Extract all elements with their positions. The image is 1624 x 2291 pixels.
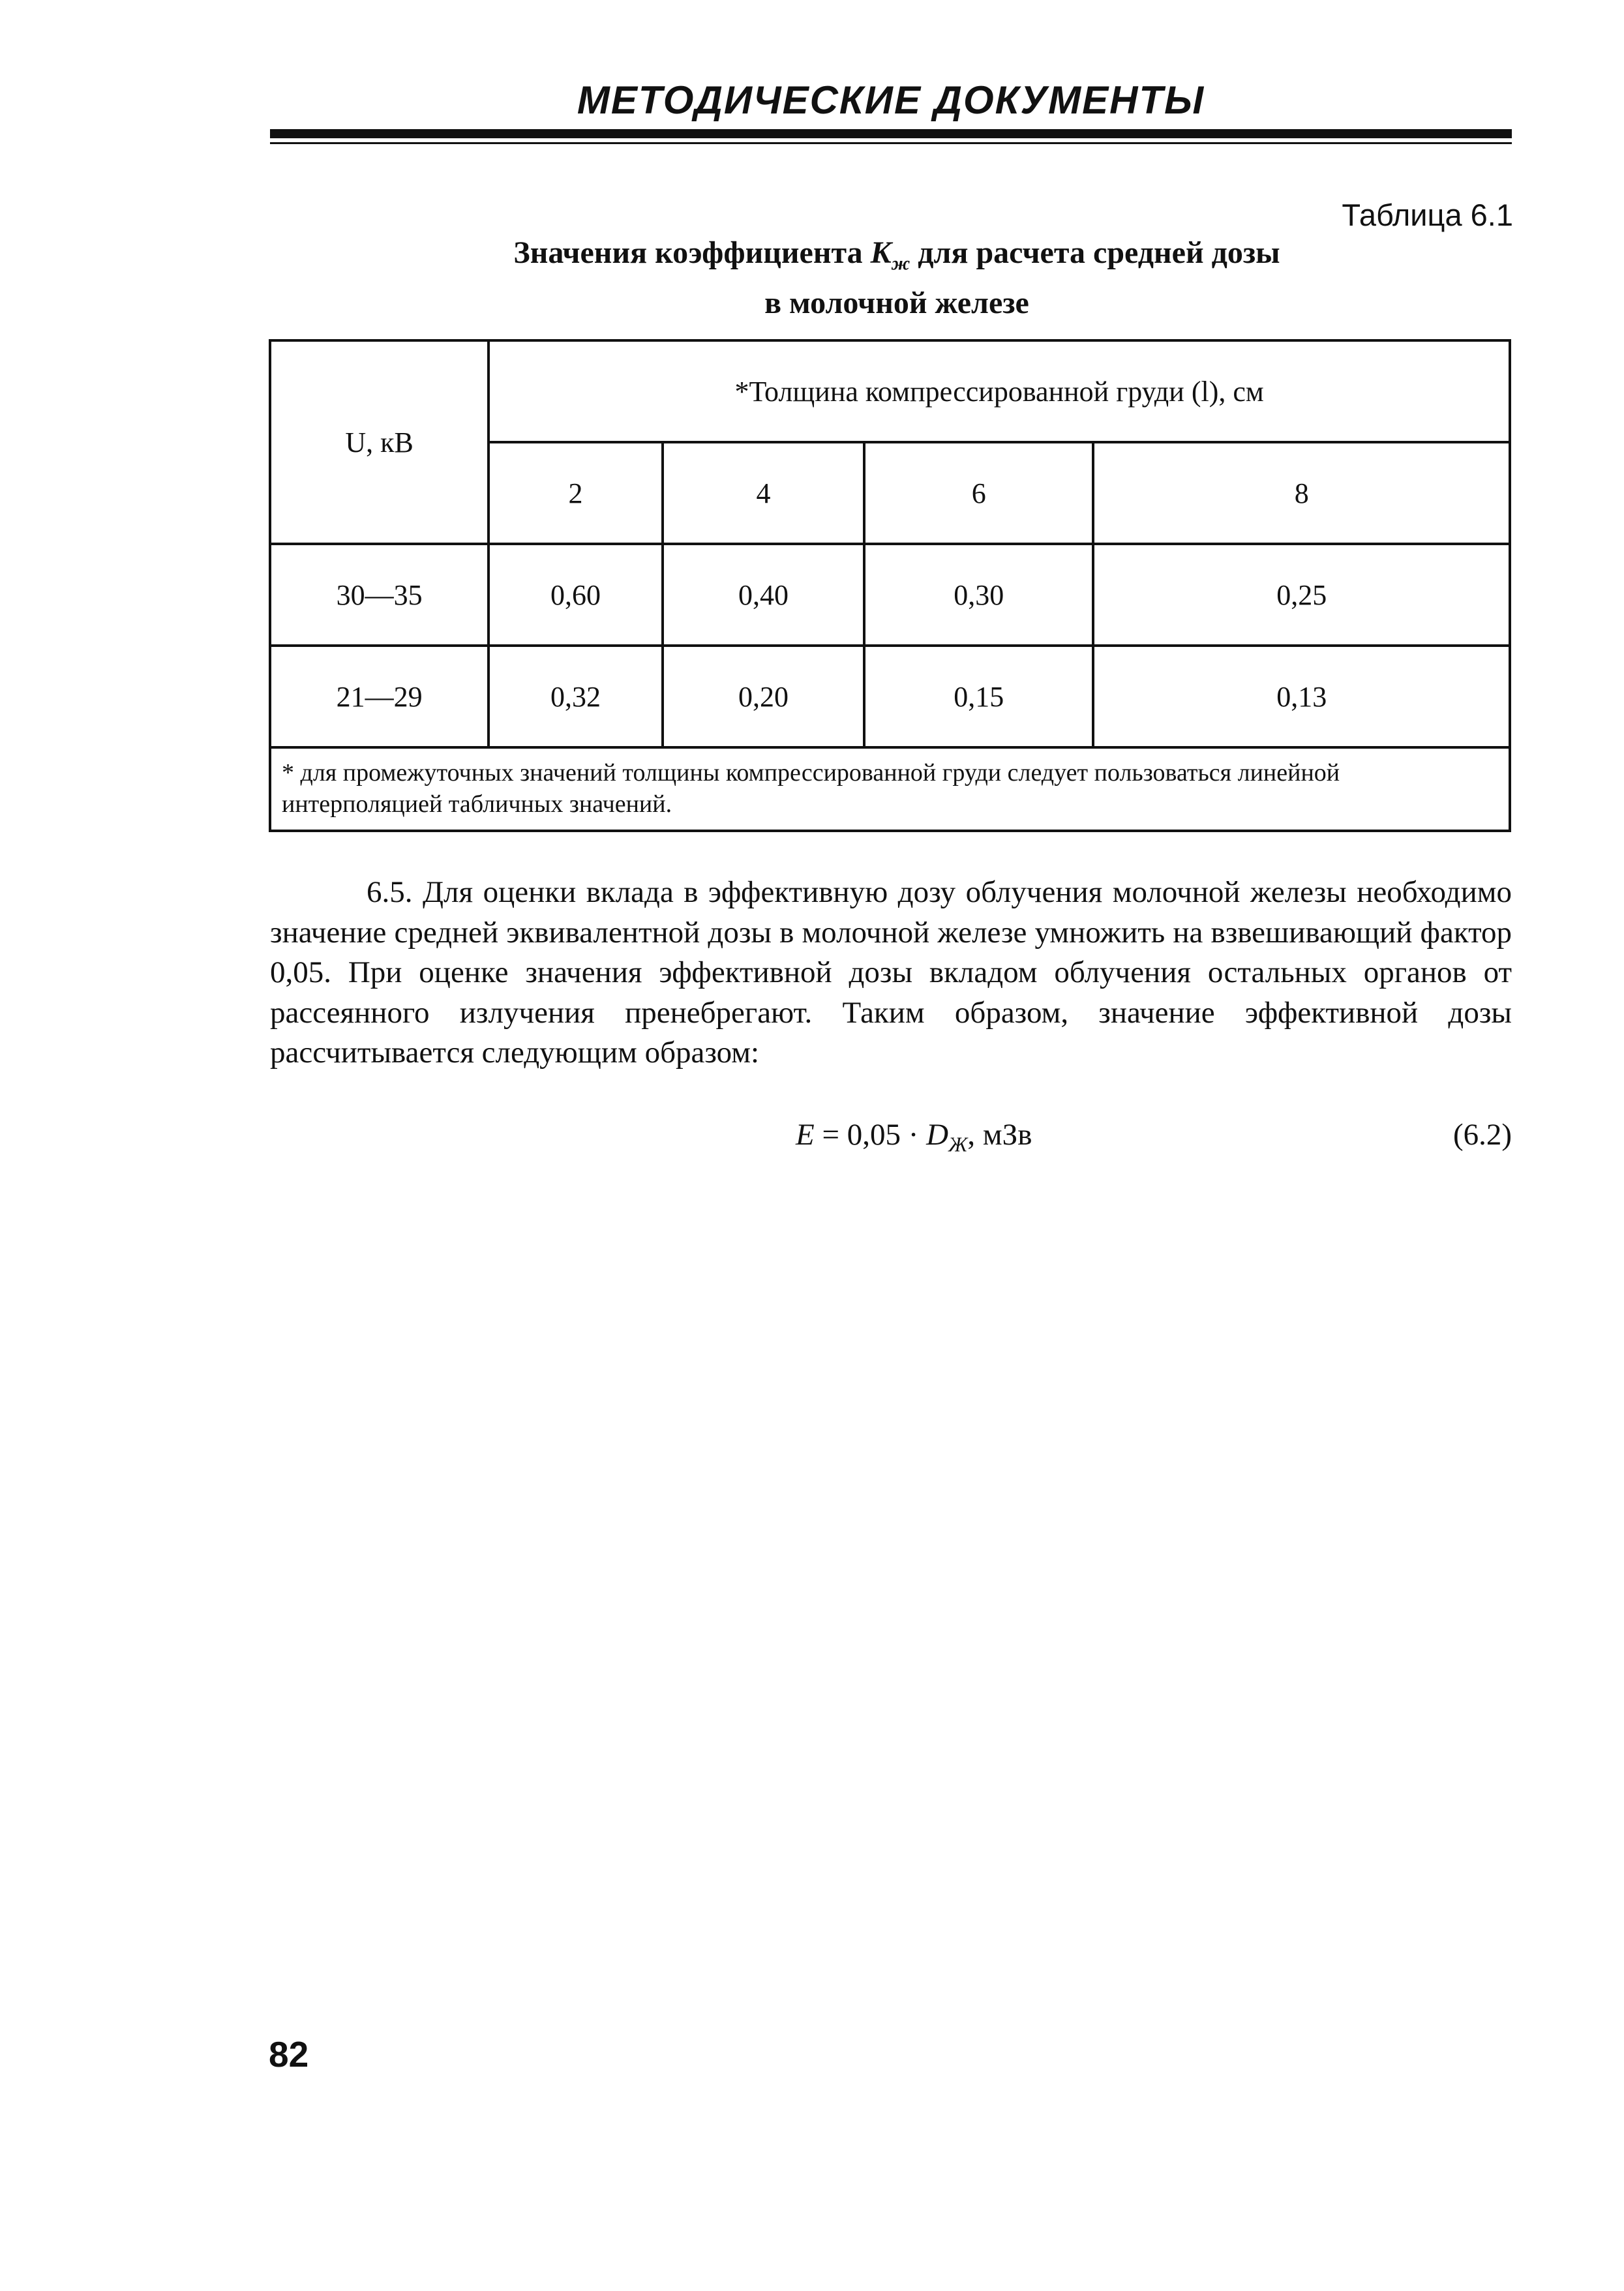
header-rule-thin <box>270 142 1512 144</box>
thickness-col-8: 8 <box>1093 442 1510 544</box>
value-cell: 0,15 <box>864 646 1093 747</box>
table-footnote-row <box>270 747 1510 831</box>
table-header-row <box>270 340 1510 442</box>
table-row <box>270 544 1510 646</box>
formula <box>796 1115 1032 1163</box>
formula-lhs: E <box>796 1118 815 1152</box>
table-footnote: * для промежуточных значений толщины компрессированной груди следует пользоваться линейной интерполяцией табличных значений. <box>270 747 1510 831</box>
thickness-group-header: *Толщина компрессированной груди (l), см <box>489 340 1510 442</box>
thickness-col-4: 4 <box>663 442 864 544</box>
table-title-line2: в молочной железе <box>764 285 1029 320</box>
coefficient-subscript: ж <box>891 252 910 275</box>
voltage-header: U, кВ <box>270 340 489 544</box>
page-number: 82 <box>269 2034 309 2074</box>
value-cell: 0,32 <box>489 646 663 747</box>
equation-number: (6.2) <box>1452 1118 1512 1152</box>
table-title-text: Значения коэффициента <box>513 235 871 270</box>
formula-dose-symbol: D <box>926 1118 949 1152</box>
formula-unit: , мЗв <box>967 1118 1032 1152</box>
body-paragraph: 6.5. Для оценки вклада в эффективную дозу облучения молочной железы необходимо значение средней эквивалентной дозы в молочной железе умножить на взвешивающий фактор 0,05. При оценке значения эффективной дозы вкладом облучения остальных органов от рассеянного излучения пренебрегают. Таким образом, значение эффективной дозы рассчитывается следующим образом: <box>270 875 1512 1070</box>
header-rule-thick <box>270 129 1512 138</box>
value-cell: 0,20 <box>663 646 864 747</box>
value-cell: 0,40 <box>663 544 864 646</box>
table-label: Таблица 6.1 <box>1342 198 1513 232</box>
value-cell: 0,25 <box>1093 544 1510 646</box>
thickness-col-6: 6 <box>864 442 1093 544</box>
table-title <box>457 233 1337 323</box>
running-header: МЕТОДИЧЕСКИЕ ДОКУМЕНТЫ <box>577 78 1205 122</box>
formula-factor: = 0,05 · <box>814 1118 927 1152</box>
value-cell: 0,30 <box>864 544 1093 646</box>
table-title-text-end: для расчета средней дозы <box>910 235 1280 270</box>
thickness-col-2: 2 <box>489 442 663 544</box>
formula-dose-subscript: Ж <box>948 1132 968 1156</box>
value-cell: 0,60 <box>489 544 663 646</box>
voltage-cell: 21—29 <box>270 646 489 747</box>
voltage-cell: 30—35 <box>270 544 489 646</box>
coefficient-symbol: K <box>870 235 892 270</box>
value-cell: 0,13 <box>1093 646 1510 747</box>
coefficient-table <box>269 339 1511 832</box>
table-row <box>270 646 1510 747</box>
